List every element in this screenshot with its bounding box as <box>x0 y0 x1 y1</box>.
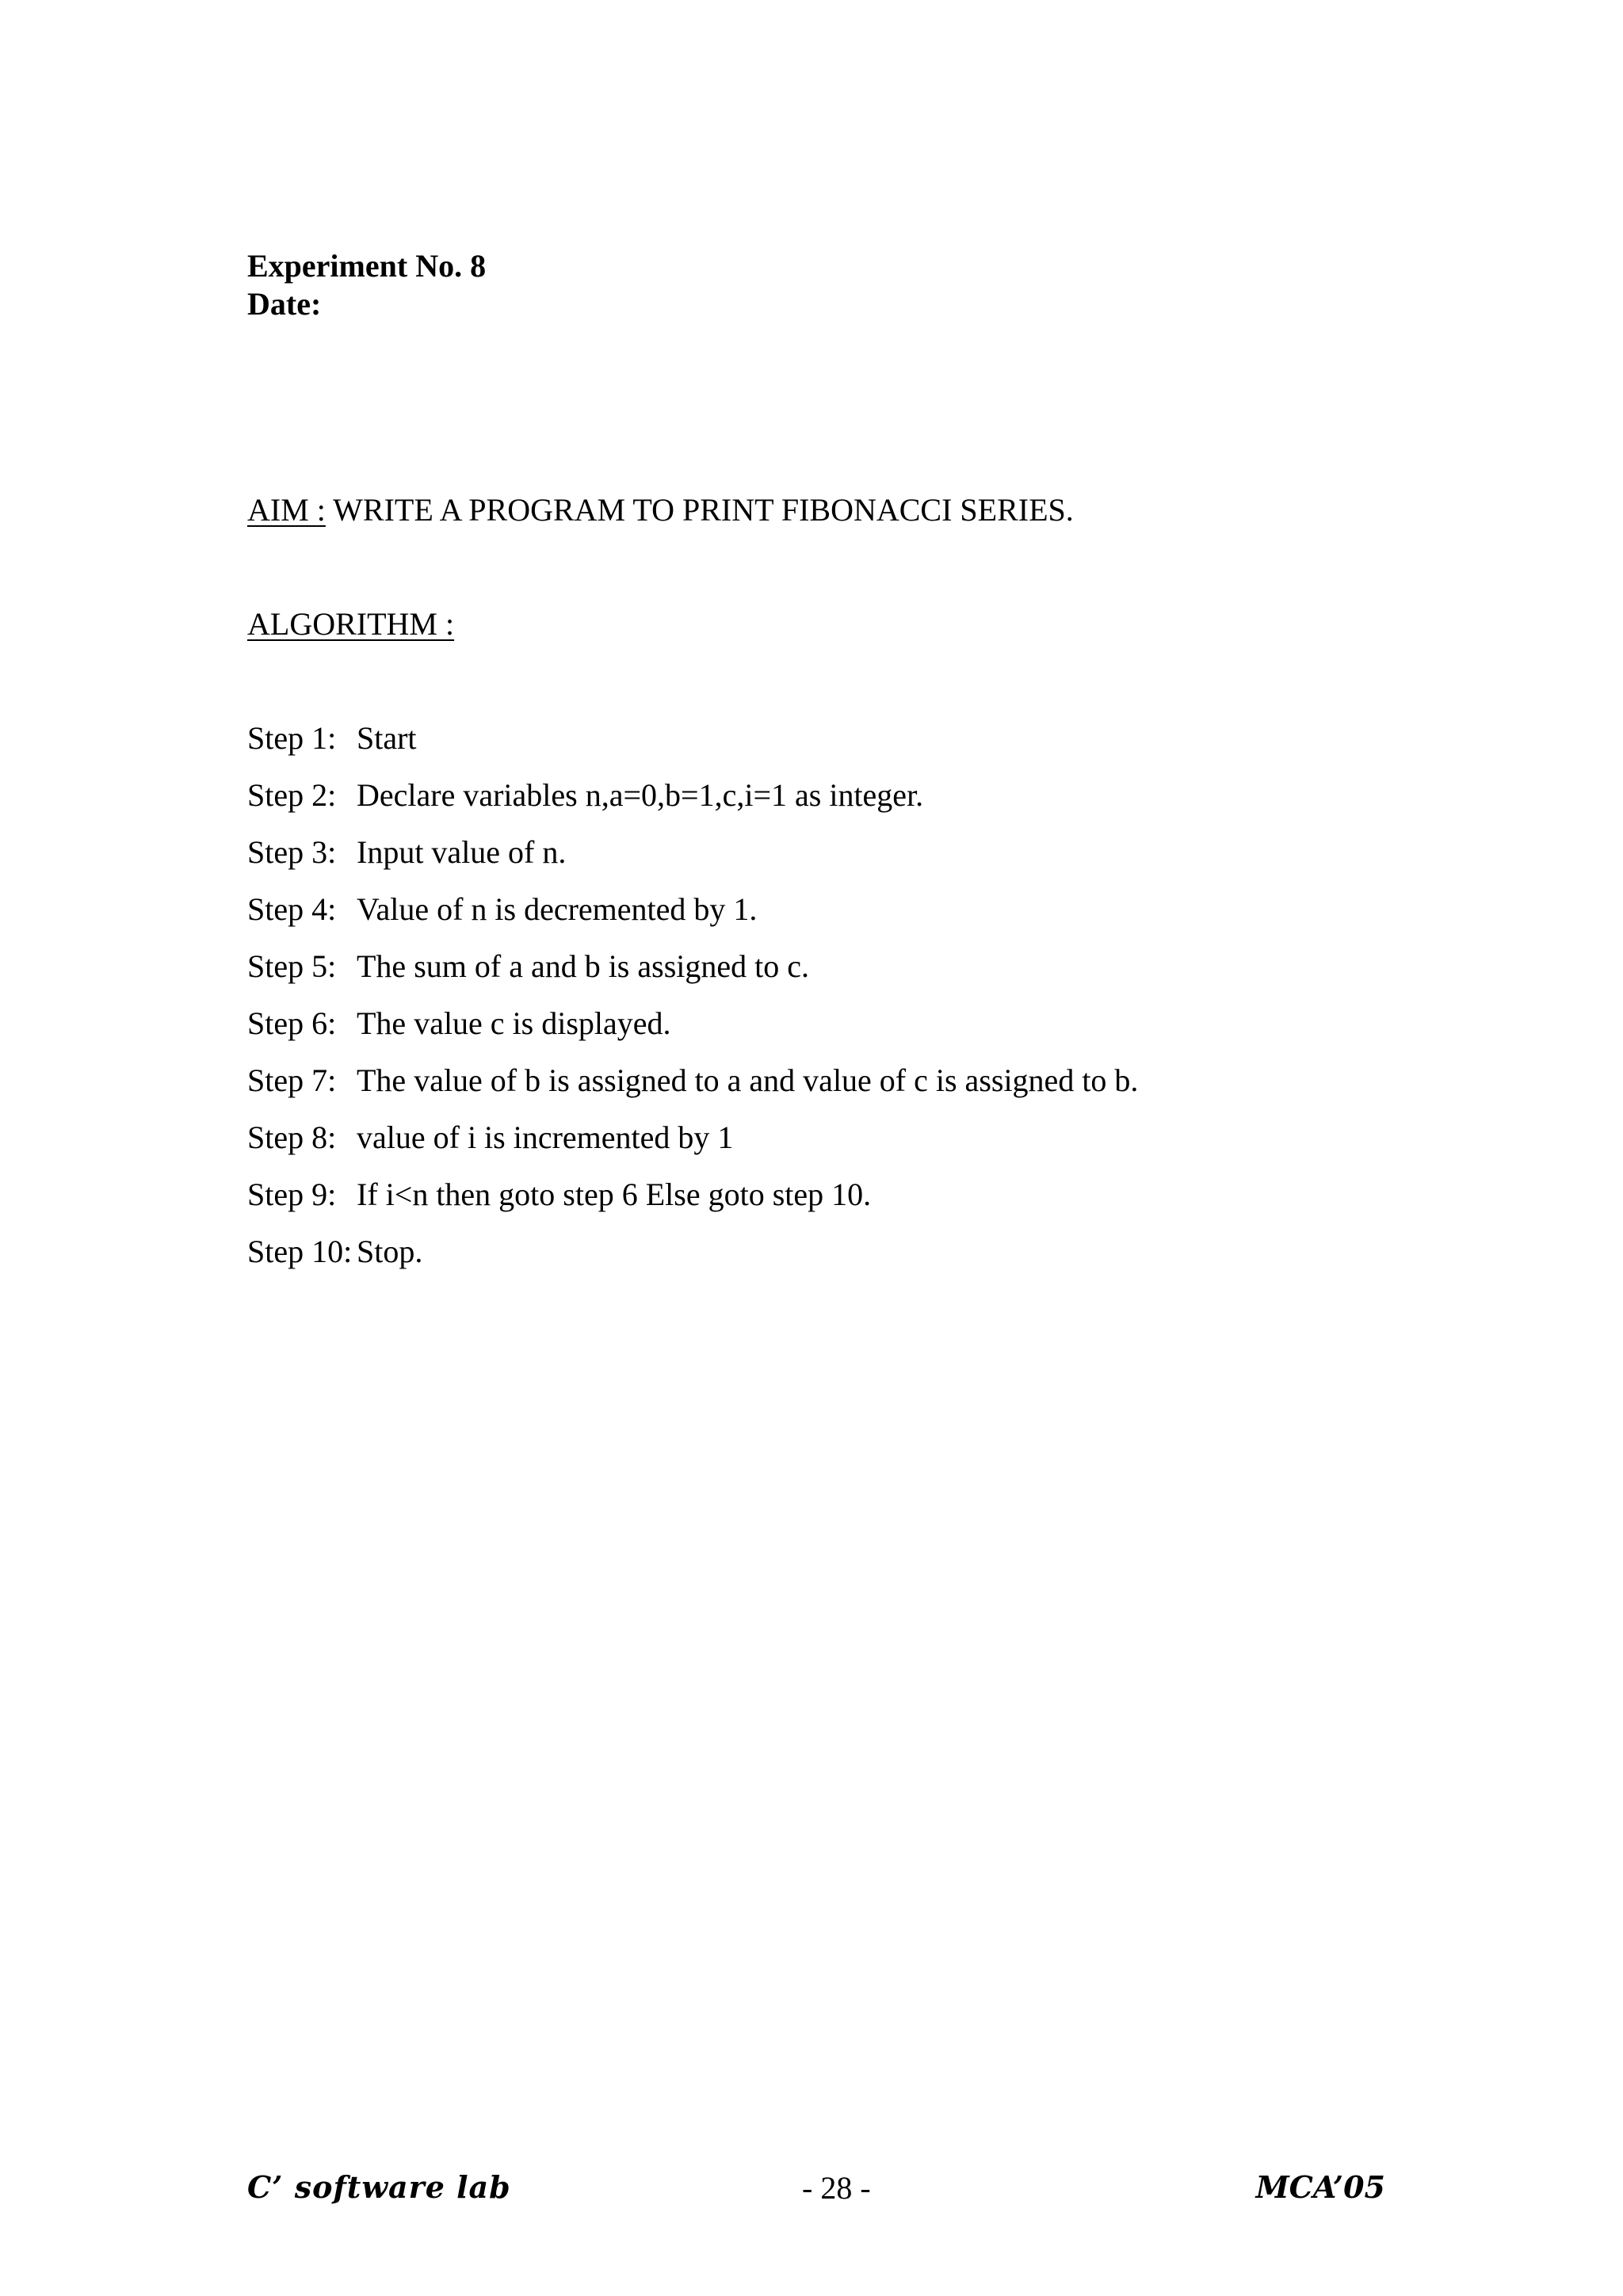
experiment-number: Experiment No. 8 <box>247 248 487 284</box>
step-label: Step 3: <box>247 834 337 870</box>
algorithm-step <box>247 1062 1138 1119</box>
step-label: Step 7: <box>247 1062 337 1098</box>
step-text: The value c is displayed. <box>357 1005 671 1041</box>
aim-line <box>247 491 1074 529</box>
algorithm-step <box>247 891 1138 948</box>
step-label: Step 8: <box>247 1119 337 1155</box>
algorithm-step <box>247 1005 1138 1062</box>
step-text: Declare variables n,a=0,b=1,c,i=1 as integer. <box>357 777 924 813</box>
step-text: Start <box>357 720 417 756</box>
aim-text: WRITE A PROGRAM TO PRINT FIBONACCI SERIES. <box>333 492 1074 528</box>
algorithm-step <box>247 948 1138 1005</box>
aim-label: AIM : <box>247 492 326 528</box>
footer-course-name: C’ software lab <box>247 2169 511 2205</box>
algorithm-step <box>247 719 1138 776</box>
step-label: Step 1: <box>247 720 337 756</box>
page-number: - 28 - <box>802 2170 871 2206</box>
algorithm-heading: ALGORITHM : <box>247 606 455 642</box>
algorithm-step <box>247 833 1138 891</box>
footer-batch: MCA’05 <box>1255 2169 1385 2205</box>
step-text: value of i is incremented by 1 <box>357 1119 734 1155</box>
step-label: Step 2: <box>247 777 337 813</box>
algorithm-step <box>247 1176 1138 1233</box>
step-text: The sum of a and b is assigned to c. <box>357 948 809 984</box>
step-text: Stop. <box>357 1234 423 1269</box>
algorithm-steps <box>247 719 1138 1290</box>
algorithm-step <box>247 1119 1138 1176</box>
step-label: Step 5: <box>247 948 337 984</box>
step-text: The value of b is assigned to a and value of c is assigned to b. <box>357 1062 1139 1098</box>
algorithm-step <box>247 1233 1138 1290</box>
algorithm-step <box>247 776 1138 833</box>
date-label: Date: <box>247 286 322 322</box>
step-text: Input value of n. <box>357 834 567 870</box>
step-text: If i<n then goto step 6 Else goto step 10. <box>357 1177 872 1212</box>
step-label: Step 4: <box>247 891 337 927</box>
page-footer <box>247 2169 1385 2214</box>
step-text: Value of n is decremented by 1. <box>357 891 758 927</box>
step-label: Step 9: <box>247 1177 337 1212</box>
step-label: Step 6: <box>247 1005 337 1041</box>
experiment-header <box>247 247 486 323</box>
step-label: Step 10: <box>247 1234 353 1269</box>
